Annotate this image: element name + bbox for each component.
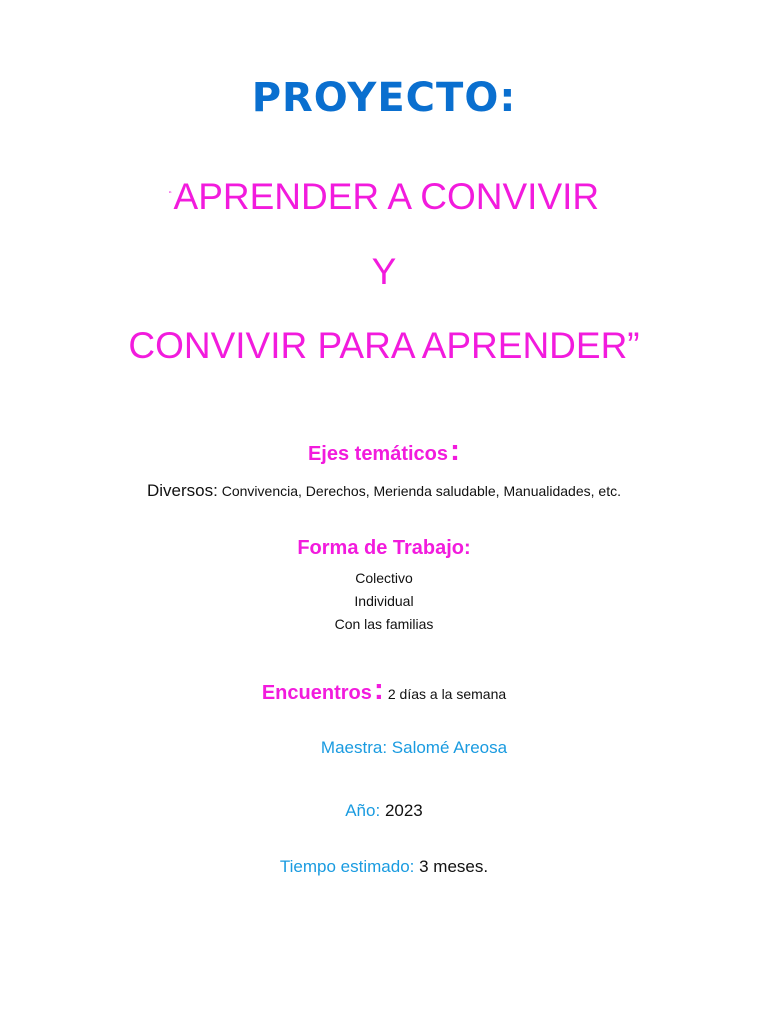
forma-item: Individual [354,593,414,609]
anio-label: Año: [345,801,381,820]
ejes-colon: : [450,434,461,467]
ejes-content [0,481,768,501]
tiempo-row [0,857,768,877]
tiempo-value: 3 meses. [419,857,489,876]
open-quote: “ [168,190,172,199]
forma-heading: Forma de Trabajo: [297,537,471,559]
diversos-items: Convivencia, Derechos, Merienda saludable, Manualidades, etc. [221,483,621,499]
diversos-lead: Diversos: [147,481,218,500]
motto-line-1 [0,176,768,218]
maestra-line: Maestra: Salomé Areosa [320,738,508,757]
ejes-heading [0,434,768,468]
motto-line-2: Y [371,251,397,292]
anio-value: 2023 [384,801,423,820]
forma-item: Con las familias [334,616,434,632]
motto-line-1-text: APRENDER A CONVIVIR [173,176,600,217]
ejes-label: Ejes temáticos [307,443,449,465]
encuentros-colon: : [373,673,384,706]
encuentros-value: 2 días a la semana [387,686,507,702]
motto-line-3: CONVIVIR PARA APRENDER” [128,325,640,366]
tiempo-label: Tiempo estimado: [279,857,415,876]
encuentros-label: Encuentros [261,682,372,704]
anio-row [0,801,768,821]
forma-item: Colectivo [355,570,413,586]
page-title: PROYECTO: [251,75,517,121]
encuentros-row [0,673,768,707]
